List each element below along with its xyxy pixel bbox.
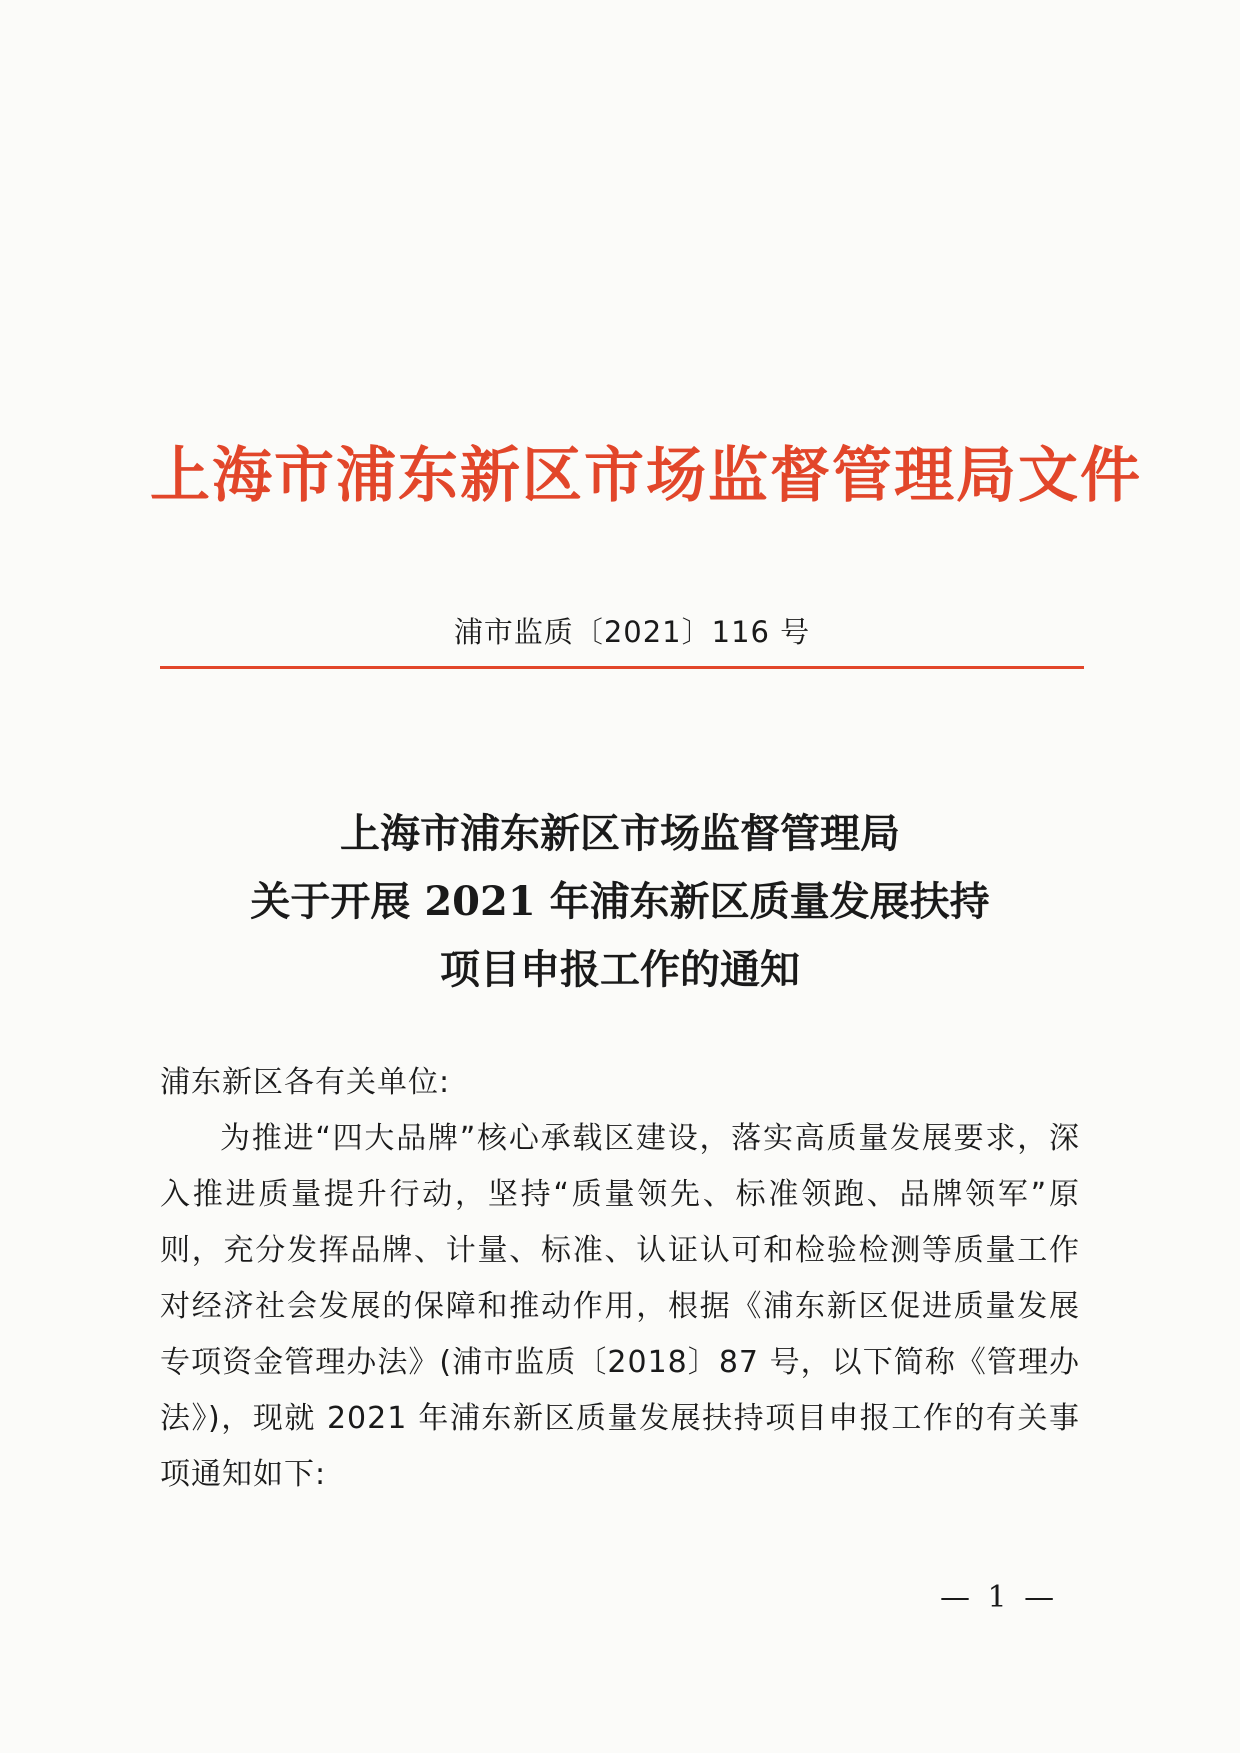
notice-title-line-2: 关于开展 2021 年浦东新区质量发展扶持	[250, 878, 990, 925]
red-divider-line	[160, 666, 1084, 669]
notice-title	[150, 800, 1090, 1004]
notice-title-line-1: 上海市浦东新区市场监督管理局	[340, 810, 900, 857]
notice-body	[160, 1055, 1080, 1503]
issuer-header-title: 上海市浦东新区市场监督管理局文件	[150, 441, 1142, 511]
intro-paragraph: 为推进“四大品牌”核心承载区建设，落实高质量发展要求，深入推进质量提升行动，坚持“质量领先、标准领跑、品牌领军”原则，充分发挥品牌、计量、标准、认证认可和检验检测等质量工作对经济社会发展的保障和推动作用，根据《浦东新区促进质量发展专项资金管理办法》(浦市监质〔2018〕87 号，以下简称《管理办法》)，现就 2021 年浦东新区质量发展扶持项目申报工作的有关事项通知如下:	[160, 1121, 1080, 1492]
salutation: 浦东新区各有关单位:	[160, 1065, 451, 1100]
page-number: — 1 —	[940, 1580, 1059, 1615]
document-number: 浦市监质〔2021〕116 号	[453, 615, 811, 649]
notice-title-line-3: 项目申报工作的通知	[440, 946, 800, 993]
